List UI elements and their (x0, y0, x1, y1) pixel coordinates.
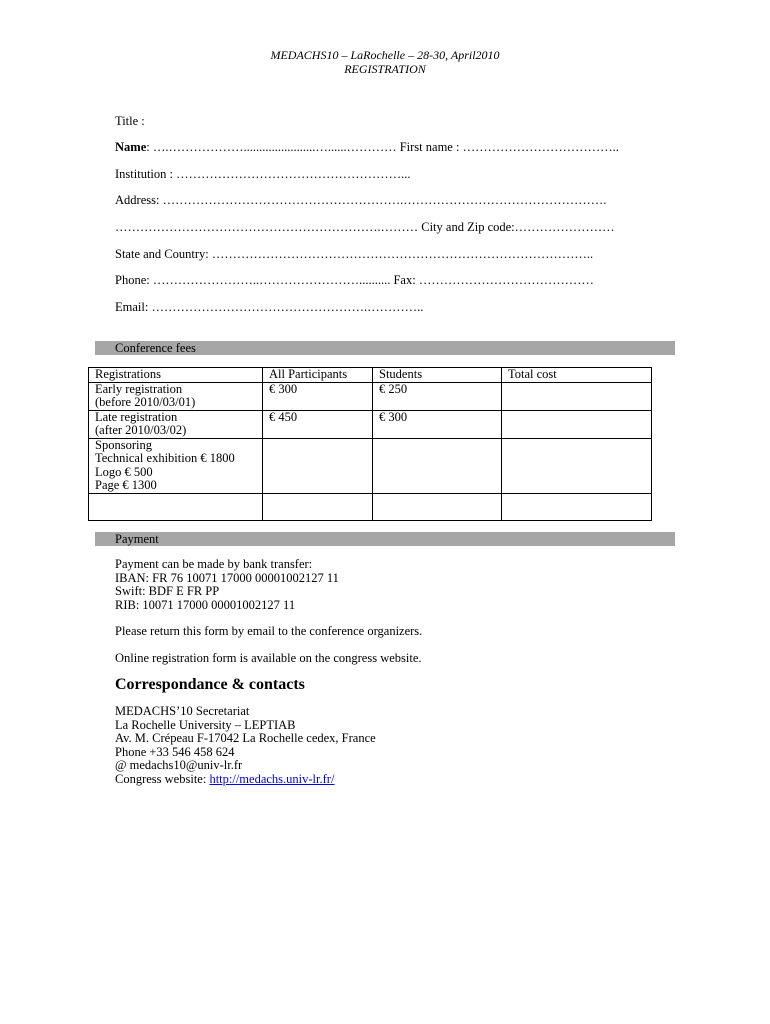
late-total-cell[interactable] (502, 410, 652, 438)
fees-row-early (89, 382, 652, 410)
contact-university: La Rochelle University – LEPTIAB (115, 717, 296, 732)
fees-row-label (89, 438, 263, 493)
sponsoring-total-cell[interactable] (502, 438, 652, 493)
page-price: Page € 1300 (95, 478, 157, 492)
empty-cell[interactable] (373, 493, 502, 520)
sponsoring-student-cell[interactable] (373, 438, 502, 493)
fees-row-sponsoring (89, 438, 652, 493)
fees-row-empty (89, 493, 652, 520)
contact-email[interactable]: @ medachs10@univ-lr.fr (115, 758, 243, 772)
fees-table (88, 367, 652, 521)
name-first-name-dots: : ….……………….......................…......………… First name : ……………………………….. (146, 140, 619, 154)
institution-field[interactable]: Institution : ………………………………………………... (115, 167, 411, 181)
col-students: Students (373, 368, 502, 383)
contact-phone: Phone +33 546 458 624 (115, 744, 235, 759)
conference-fees-heading: Conference fees (95, 341, 675, 355)
phone-fax-field[interactable]: Phone: ……………………..…………………….......... Fax: …………………………………… (115, 273, 594, 287)
name-label: Name (115, 140, 147, 154)
state-country-field[interactable]: State and Country: ……………………………………………………………………………….. (115, 247, 594, 261)
col-all-participants: All Participants (263, 368, 373, 383)
sponsoring-label: Sponsoring (95, 437, 152, 452)
fees-header-row (89, 368, 652, 383)
late-registration-date: (after 2010/03/02) (95, 423, 187, 437)
late-registration-label: Late registration (95, 409, 178, 424)
contact-address: Av. M. Crépeau F-17042 La Rochelle cedex, France (115, 731, 376, 745)
online-note: Online registration form is available on the congress website. (115, 651, 422, 665)
fees-row-late (89, 410, 652, 438)
late-student-price: € 300 (373, 410, 502, 438)
header-registration-line: REGISTRATION (344, 62, 426, 76)
contacts-heading: Correspondance & contacts (115, 676, 305, 693)
early-total-cell[interactable] (502, 382, 652, 410)
payment-heading: Payment (95, 532, 675, 546)
address-field[interactable]: Address: ………………………………………………….…………………………………………. (115, 193, 607, 207)
payment-intro: Payment can be made by bank transfer: (115, 557, 313, 571)
payment-details (115, 558, 339, 612)
grand-total-cell[interactable] (502, 493, 652, 520)
early-registration-label: Early registration (95, 381, 183, 396)
fees-row-label (89, 382, 263, 410)
empty-cell[interactable] (89, 493, 263, 520)
header-event-line: MEDACHS10 – LaRochelle – 28-30, April2010 (270, 48, 500, 62)
contact-secretariat: MEDACHS’10 Secretariat (115, 704, 250, 718)
payment-iban: IBAN: FR 76 10071 17000 00001002127 11 (115, 570, 339, 585)
website-link[interactable]: http://medachs.univ-lr.fr/ (209, 771, 335, 786)
col-registrations: Registrations (89, 368, 263, 383)
email-field[interactable]: Email: …………………………………………….………….. (115, 300, 424, 314)
early-registration-date: (before 2010/03/01) (95, 395, 196, 409)
logo-price: Logo € 500 (95, 464, 153, 479)
name-field[interactable] (115, 140, 619, 155)
early-student-price: € 250 (373, 382, 502, 410)
fees-row-label (89, 410, 263, 438)
empty-cell[interactable] (263, 493, 373, 520)
payment-swift: Swift: BDF E FR PP (115, 584, 220, 598)
technical-exhibition-price: Technical exhibition € 1800 (95, 451, 235, 465)
late-all-price: € 450 (263, 410, 373, 438)
contact-website (115, 773, 376, 787)
website-label: Congress website: (115, 771, 210, 786)
return-note: Please return this form by email to the conference organizers. (115, 624, 423, 638)
sponsoring-all-cell[interactable] (263, 438, 373, 493)
payment-rib: RIB: 10071 17000 00001002127 11 (115, 597, 296, 612)
contacts-details (115, 705, 376, 786)
early-all-price: € 300 (263, 382, 373, 410)
title-field[interactable]: Title : (115, 114, 145, 128)
col-total-cost: Total cost (502, 368, 652, 383)
address-city-zip-field[interactable]: ……………………………………………………….……… City and Zip code:…………………… (115, 220, 615, 234)
